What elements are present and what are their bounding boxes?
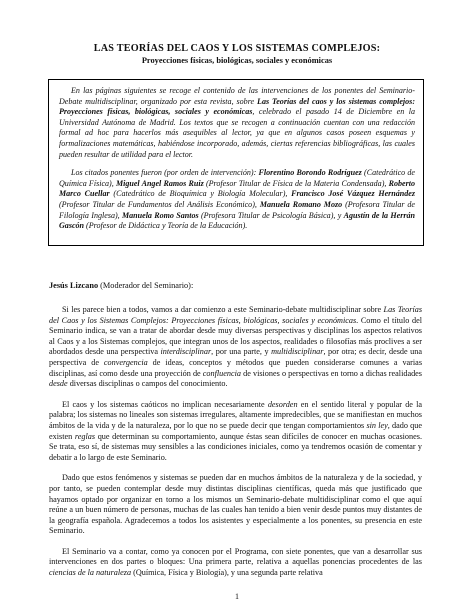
body-paragraph-4: El Seminario va a contar, como ya conocen por el Programa, con siete ponentes, que van a desarrollar sus intervenciones en dos partes o bloques: Una primera parte, relativa a aquellas ponencias procedentes de las ciencias de la naturaleza (Química, Física y Biología), y una segunda parte relativa (49, 546, 422, 578)
abstract-paragraph-2: Los citados ponentes fueron (por orden de intervención): Florentino Borondo Rodríguez (Catedrático de Química Física), Miguel Angel Ramos Ruiz (Profesor Titular de Física de la Materia Condensada), Roberto Marco Cuellar (Catedrático de Bioquímica y Biología Molecular), Francisco José Vázquez Hernández (Profesor Titular de Fundamentos del Análisis Económico), Manuela Romano Mozo (Profesora Titular de Filología Inglesa), Manuela Romo Santos (Profesora Titular de Psicología Básica), y Agustín de la Herrán Gascón (Profesor de Didáctica y Teoría de la Educación). (59, 168, 416, 231)
body-paragraph-3: Dado que estos fenómenos y sistemas se pueden dar en muchos ámbitos de la naturaleza y de la sociedad, y por tanto, se pueden contemplar desde muy distintas disciplinas científicas, queda más que justificado que hayamos optado por organizar en torno a los mismos un Seminario-debate multidisciplinar como el que aquí reúne a un buen número de personas, muchas de las cuales han tenido a bien venir desde puntos muy distantes de la geografía española. Agradecemos a todos los asistentes y especialmente a los ponentes, su presencia en este Seminario. (49, 473, 422, 536)
abstract-box (48, 79, 424, 246)
document-subtitle: Proyecciones físicas, biológicas, sociales y económicas (141, 56, 333, 65)
body-paragraph-1: Si les parece bien a todos, vamos a dar comienzo a este Seminario-debate multidisciplinar sobre Las Teorías del Caos y los Sistemas Complejos: Proyecciones físicas, biológicas, sociales y económicas. Como el título del Seminario indica, se van a tratar de abordar desde muy diversas perspectivas y disciplinas los aspectos relativos al Caos y a los Sistemas complejos, que integran unos de los aspectos, realidades o filosofías más proclives a ser abordados desde una perspectiva interdisciplinar, por una parte, y multidisciplinar, por otra; es decir, desde una perspectiva de convergencia de ideas, conceptos y métodos que pueden considerarse comunes a varias disciplinas, así como desde una proyección de confluencia de visiones o perspectivas en torno a dichas realidades desde diversas disciplinas o campos del conocimiento. (49, 305, 423, 389)
document-title: LAS TEORÍAS DEL CAOS Y LOS SISTEMAS COMPLEJOS: (93, 43, 381, 54)
abstract-paragraph-1: En las páginas siguientes se recoge el contenido de las intervenciones de los ponentes del Seminario-Debate multidisciplinar, organizado por esta revista, sobre Las Teorías del caos y los sistemas complejos: Proyecciones físicas, biológicas, sociales y económicas, celebrado el pasado 14 de Diciembre en la Universidad Autónoma de Madrid. Los textos que se recogen a continuación cuentan con una redacción formal ad hoc para hacerlos más asequibles al lector, ya que en algunos casos poseen esquemas y formalizaciones matemáticas, habiéndose incorporado, además, ciertas referencias bibliográficas, las cuales pueden resultar de utilidad para el lector. (59, 86, 415, 159)
speaker-heading (49, 281, 193, 290)
body-paragraph-2: El caos y los sistemas caóticos no implican necesariamente desorden en el sentido literal y popular de la palabra; los sistemas no lineales son sistemas irregulares, altamente impredecibles, que se manifiestan en muchos ámbitos de la vida y de la naturaleza, por lo que no se puede decir que tengan comportamientos sin ley, dado que existen reglas que determinan su comportamiento, aunque éstas sean difíciles de conocer en muchas ocasiones. Se trata, eso sí, de sistemas muy sensibles a las condiciones iniciales, como ya tendremos ocasión de comentar y debatir a lo largo de este Seminario. (49, 399, 422, 462)
body-text (49, 305, 422, 589)
page-number: 1 (235, 592, 239, 601)
speaker-role: (Moderador del Seminario): (98, 281, 194, 290)
speaker-name: Jesús Lizcano (49, 281, 99, 290)
